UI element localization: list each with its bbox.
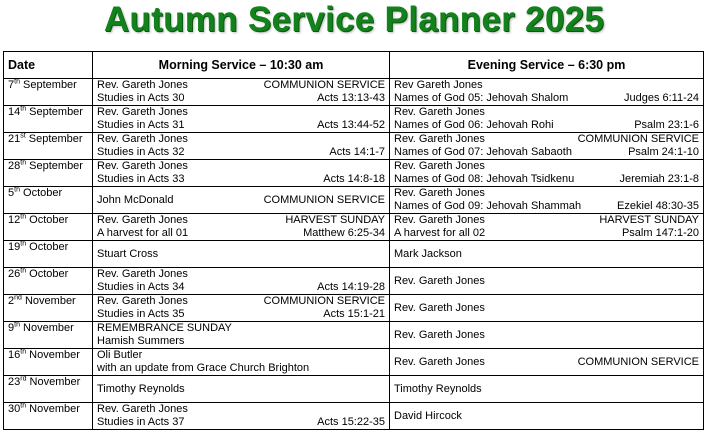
evening-service-cell-line [394, 119, 699, 132]
table-header-row [4, 52, 704, 79]
evening-service-cell-line [394, 146, 699, 159]
date-cell [4, 79, 93, 106]
morning-service-cell [93, 295, 390, 322]
morning-service-cell-detail: Matthew 6:25-34 [303, 227, 385, 239]
date-cell [4, 376, 93, 403]
morning-service-cell-line [97, 194, 385, 207]
evening-column-header: Evening Service – 6:30 pm [390, 52, 704, 79]
date-month: November [29, 349, 80, 361]
morning-service-cell-line [97, 416, 385, 429]
date-day: 2 [8, 295, 15, 307]
date-suffix: th [20, 159, 27, 167]
morning-service-cell-text: Rev. Gareth Jones [97, 106, 188, 118]
evening-service-cell-line [394, 248, 699, 261]
morning-service-cell-text: Studies in Acts 37 [97, 416, 185, 428]
morning-service-cell [93, 322, 390, 349]
morning-service-cell-detail: COMMUNION SERVICE [263, 79, 385, 91]
morning-service-cell-line [97, 322, 385, 335]
evening-service-cell-detail: HARVEST SUNDAY [599, 214, 699, 226]
morning-service-cell-text: Studies in Acts 34 [97, 281, 185, 293]
date-day: 9 [8, 322, 15, 334]
morning-service-cell-line [97, 146, 385, 159]
table-row [4, 403, 704, 430]
evening-service-cell-line [394, 160, 699, 173]
evening-service-cell-text: Timothy Reynolds [394, 383, 482, 395]
evening-service-cell-text: Names of God 06: Jehovah Rohi [394, 119, 554, 131]
evening-service-cell-line [394, 200, 699, 213]
evening-service-cell-line [394, 383, 699, 396]
morning-service-cell-text: A harvest for all 01 [97, 227, 189, 239]
evening-service-cell-text: Names of God 05: Jehovah Shalom [394, 92, 569, 104]
morning-service-cell-text: Timothy Reynolds [97, 383, 185, 395]
date-cell [4, 133, 93, 160]
date-cell [4, 349, 93, 376]
morning-service-cell-detail: Acts 13:44-52 [317, 119, 385, 131]
date-suffix: th [20, 105, 27, 113]
date-day: 16 [8, 349, 21, 361]
morning-service-cell-text: Rev. Gareth Jones [97, 79, 188, 91]
morning-service-cell [93, 133, 390, 160]
morning-service-cell-text: John McDonald [97, 194, 174, 206]
date-month: September [29, 106, 83, 118]
evening-service-cell-detail: COMMUNION SERVICE [577, 356, 699, 368]
table-row [4, 106, 704, 133]
morning-service-cell [93, 79, 390, 106]
evening-service-cell-detail: Judges 6:11-24 [623, 92, 699, 104]
date-suffix: th [14, 78, 20, 86]
morning-service-cell [93, 214, 390, 241]
evening-service-cell-text: Rev. Gareth Jones [394, 214, 485, 226]
evening-service-cell [390, 349, 704, 376]
morning-service-cell-line [97, 349, 385, 362]
evening-service-cell-text: Names of God 09: Jehovah Shammah [394, 200, 582, 212]
morning-service-cell [93, 376, 390, 403]
evening-service-cell-line [394, 227, 699, 240]
date-day: 30 [8, 403, 21, 415]
evening-service-cell [390, 322, 704, 349]
evening-service-cell-text: David Hircock [394, 410, 462, 422]
evening-service-cell-line [394, 187, 699, 200]
evening-service-cell-text: Rev. Gareth Jones [394, 187, 485, 199]
morning-service-cell-line [97, 79, 385, 92]
morning-service-cell-text: Rev. Gareth Jones [97, 133, 188, 145]
morning-service-cell [93, 241, 390, 268]
evening-service-cell [390, 79, 704, 106]
morning-service-cell-detail: HARVEST SUNDAY [285, 214, 385, 226]
morning-service-cell-detail: Acts 15:1-21 [323, 308, 385, 320]
evening-service-cell-line [394, 92, 699, 105]
table-row [4, 376, 704, 403]
evening-service-cell-line [394, 356, 699, 369]
date-cell [4, 295, 93, 322]
morning-service-cell-text: with an update from Grace Church Brighton [97, 362, 310, 374]
evening-service-cell-text: Rev. Gareth Jones [394, 133, 485, 145]
morning-service-cell-detail: Acts 14:19-28 [317, 281, 385, 293]
date-month: November [29, 376, 81, 388]
date-day: 21 [8, 133, 21, 145]
evening-service-cell-line [394, 133, 699, 146]
date-month: September [29, 160, 83, 172]
morning-service-cell-line [97, 106, 385, 119]
date-suffix: th [14, 321, 20, 329]
evening-service-cell-text: Rev Gareth Jones [394, 79, 483, 91]
morning-service-cell-text: Rev. Gareth Jones [97, 268, 188, 280]
morning-service-cell-line [97, 335, 385, 348]
evening-service-cell-text: Names of God 07: Jehovah Sabaoth [394, 146, 572, 158]
morning-service-cell [93, 403, 390, 430]
date-cell [4, 106, 93, 133]
table-row [4, 349, 704, 376]
evening-service-cell-text: Rev. Gareth Jones [394, 106, 485, 118]
morning-service-cell-line [97, 308, 385, 321]
morning-service-cell-line [97, 92, 385, 105]
morning-service-cell-detail: Acts 14:1-7 [329, 146, 385, 158]
date-day: 23 [8, 376, 21, 388]
date-cell [4, 241, 93, 268]
date-month: October [23, 187, 63, 199]
date-month: November [29, 403, 80, 415]
morning-service-cell [93, 160, 390, 187]
evening-service-cell [390, 106, 704, 133]
date-day: 19 [8, 241, 21, 253]
morning-service-cell-line [97, 119, 385, 132]
evening-service-cell-text: Rev. Gareth Jones [394, 356, 485, 368]
evening-service-cell-line [394, 302, 699, 315]
date-cell [4, 187, 93, 214]
evening-service-cell-text: A harvest for all 02 [394, 227, 486, 239]
evening-service-cell-text: Rev. Gareth Jones [394, 329, 485, 341]
morning-service-cell [93, 268, 390, 295]
evening-service-cell-line [394, 275, 699, 288]
date-month: September [28, 133, 83, 145]
evening-service-cell [390, 187, 704, 214]
morning-service-cell-line [97, 362, 385, 375]
date-suffix: nd [14, 294, 22, 302]
date-suffix: th [20, 213, 27, 221]
evening-service-cell [390, 295, 704, 322]
date-month: October [29, 241, 69, 253]
morning-service-cell-line [97, 403, 385, 416]
morning-service-cell [93, 349, 390, 376]
morning-service-cell [93, 187, 390, 214]
evening-service-cell-line [394, 214, 699, 227]
morning-column-header: Morning Service – 10:30 am [93, 52, 390, 79]
morning-service-cell-detail: Acts 14:8-18 [323, 173, 385, 185]
table-row [4, 295, 704, 322]
date-suffix: th [20, 267, 27, 275]
evening-service-cell-text: Rev. Gareth Jones [394, 160, 485, 172]
evening-service-cell-detail: Psalm 24:1-10 [628, 146, 699, 158]
evening-service-cell-line [394, 410, 699, 423]
date-suffix: st [20, 132, 26, 140]
date-day: 7 [8, 79, 15, 91]
evening-service-cell-text: Mark Jackson [394, 248, 462, 260]
table-row [4, 268, 704, 295]
evening-service-cell [390, 403, 704, 430]
evening-service-cell-detail: Ezekiel 48:30-35 [617, 200, 699, 212]
evening-service-cell-detail: Jeremiah 23:1-8 [619, 173, 699, 185]
date-column-header: Date [4, 52, 93, 79]
morning-service-cell-line [97, 383, 385, 396]
evening-service-cell-line [394, 79, 699, 92]
date-day: 5 [8, 187, 15, 199]
morning-service-cell-text: REMEMBRANCE SUNDAY [97, 322, 232, 334]
morning-service-cell-text: Studies in Acts 31 [97, 119, 185, 131]
morning-service-cell-detail: COMMUNION SERVICE [263, 295, 385, 307]
morning-service-cell-text: Rev. Gareth Jones [97, 295, 188, 307]
service-planner-table [3, 51, 704, 430]
evening-service-cell-line [394, 329, 699, 342]
morning-service-cell-text: Studies in Acts 35 [97, 308, 185, 320]
table-row [4, 322, 704, 349]
date-month: October [29, 214, 69, 226]
evening-service-cell [390, 268, 704, 295]
morning-service-cell-line [97, 214, 385, 227]
date-suffix: th [20, 240, 27, 248]
date-suffix: th [20, 402, 27, 410]
evening-service-cell-detail: Psalm 23:1-6 [634, 119, 699, 131]
morning-service-cell-line [97, 173, 385, 186]
morning-service-cell [93, 106, 390, 133]
date-day: 12 [8, 214, 21, 226]
morning-service-cell-text: Oli Butler [97, 349, 143, 361]
date-month: November [23, 322, 74, 334]
date-suffix: th [20, 348, 27, 356]
date-cell [4, 160, 93, 187]
morning-service-cell-detail: Acts 13:13-43 [317, 92, 385, 104]
evening-service-cell-line [394, 173, 699, 186]
evening-service-cell [390, 376, 704, 403]
morning-service-cell-line [97, 268, 385, 281]
evening-service-cell-text: Names of God 08: Jehovah Tsidkenu [394, 173, 575, 185]
evening-service-cell-text: Rev. Gareth Jones [394, 302, 485, 314]
date-suffix: rd [20, 375, 27, 383]
page-title: Autumn Service Planner 2025 [103, 0, 605, 39]
morning-service-cell-line [97, 227, 385, 240]
table-row [4, 160, 704, 187]
morning-service-cell-text: Rev. Gareth Jones [97, 214, 188, 226]
date-month: September [23, 79, 77, 91]
evening-service-cell-detail: COMMUNION SERVICE [577, 133, 699, 145]
morning-service-cell-text: Studies in Acts 32 [97, 146, 185, 158]
morning-service-cell-text: Studies in Acts 30 [97, 92, 185, 104]
evening-service-cell-line [394, 106, 699, 119]
evening-service-cell [390, 241, 704, 268]
date-suffix: th [14, 186, 20, 194]
table-row [4, 241, 704, 268]
date-cell [4, 403, 93, 430]
date-cell [4, 214, 93, 241]
morning-service-cell-text: Stuart Cross [97, 248, 159, 260]
morning-service-cell-detail: COMMUNION SERVICE [263, 194, 385, 206]
evening-service-cell-text: Rev. Gareth Jones [394, 275, 485, 287]
date-cell [4, 268, 93, 295]
table-row [4, 187, 704, 214]
evening-service-cell [390, 160, 704, 187]
morning-service-cell-detail: Acts 15:22-35 [317, 416, 385, 428]
date-month: October [29, 268, 69, 280]
table-row [4, 214, 704, 241]
morning-service-cell-line [97, 133, 385, 146]
morning-service-cell-text: Studies in Acts 33 [97, 173, 185, 185]
date-day: 26 [8, 268, 21, 280]
evening-service-cell [390, 214, 704, 241]
table-row [4, 79, 704, 106]
morning-service-cell-line [97, 281, 385, 294]
morning-service-cell-text: Hamish Summers [97, 335, 185, 347]
morning-service-cell-text: Rev. Gareth Jones [97, 403, 188, 415]
date-day: 28 [8, 160, 21, 172]
date-day: 14 [8, 106, 21, 118]
date-cell [4, 322, 93, 349]
morning-service-cell-line [97, 248, 385, 261]
table-row [4, 133, 704, 160]
morning-service-cell-line [97, 295, 385, 308]
date-month: November [24, 295, 76, 307]
evening-service-cell [390, 133, 704, 160]
evening-service-cell-detail: Psalm 147:1-20 [621, 227, 699, 239]
morning-service-cell-line [97, 160, 385, 173]
morning-service-cell-text: Rev. Gareth Jones [97, 160, 188, 172]
